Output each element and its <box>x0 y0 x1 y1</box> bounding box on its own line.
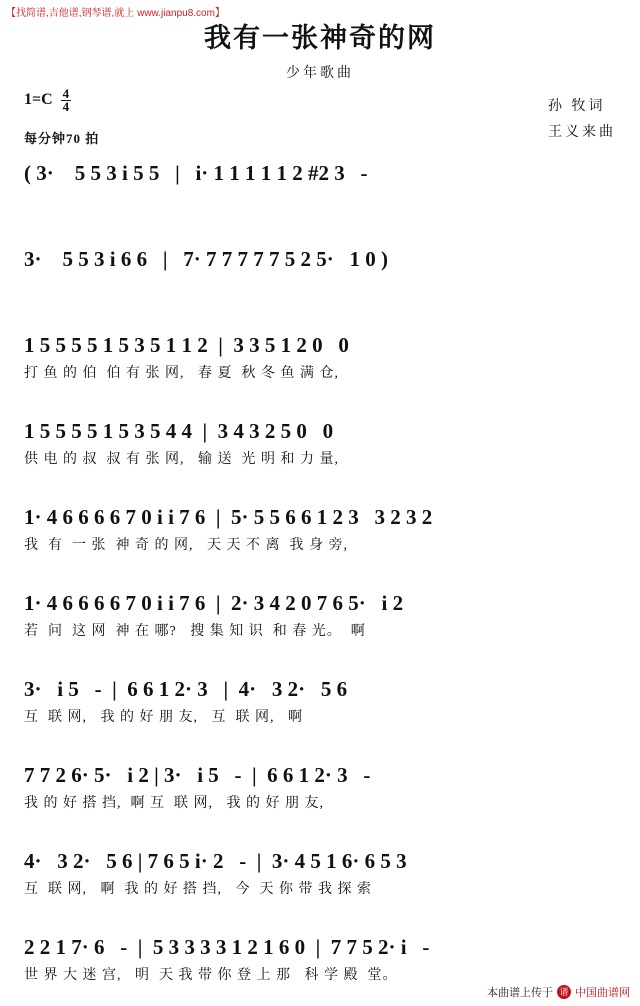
time-signature-denominator: 4 <box>62 98 70 114</box>
key-line <box>24 88 99 112</box>
credits-block <box>548 94 616 146</box>
time-signature-numerator: 4 <box>62 86 70 101</box>
lyrics-line-4: 供 电 的 叔 叔 有 张 网, 输 送 光 明 和 力 量, <box>24 452 339 467</box>
score-line-7 <box>24 662 616 748</box>
lyrics-line-6: 若 问 这 网 神 在 哪? 搜 集 知 识 和 春 光。 啊 <box>24 624 366 639</box>
notes-line-3: 1 5 5 5 5 1 5 3 5 1 1 2 | 3 3 5 1 2 0 0 <box>24 333 349 357</box>
notes-line-4: 1 5 5 5 5 1 5 3 5 4 4 | 3 4 3 2 5 0 0 <box>24 419 334 443</box>
score-line-5 <box>24 490 616 576</box>
page-subtitle: 少年歌曲 <box>286 66 354 81</box>
notes-line-1: ( 3· 5 5 3 i 5 5 | i· 1 1 1 1 1 2 #2 3 - <box>24 161 368 185</box>
lyricist-credit: 孙 牧词 <box>548 99 606 114</box>
score-body <box>0 146 640 1006</box>
lyrics-line-8: 我 的 好 搭 挡, 啊 互 联 网, 我 的 好 朋 友, <box>24 796 324 811</box>
footer-credit <box>487 984 630 1000</box>
notes-line-6: 1· 4 6 6 6 6 7 0 i i 7 6 | 2· 3 4 2 0 7 6 5· i 2 <box>24 591 404 615</box>
key-signature-block <box>24 88 99 147</box>
notes-line-2: 3· 5 5 3 i 6 6 | 7· 7 7 7 7 7 5 2 5· 1 0 ) <box>24 247 388 271</box>
lyrics-line-5: 我 有 一 张 神 奇 的 网, 天 天 不 离 我 身 旁, <box>24 538 348 553</box>
notes-line-5: 1· 4 6 6 6 6 7 0 i i 7 6 | 5· 5 5 6 6 1 2 3 3 2 3 2 <box>24 505 433 529</box>
score-line-8 <box>24 748 616 834</box>
score-line-9 <box>24 834 616 920</box>
time-signature <box>61 88 72 112</box>
score-line-1 <box>24 146 616 232</box>
lyrics-line-3: 打 鱼 的 伯 伯 有 张 网, 春 夏 秋 冬 鱼 满 仓, <box>24 366 339 381</box>
page-title: 我有一张神奇的网 <box>204 23 436 53</box>
key-label: 1=C <box>24 91 53 109</box>
score-line-2 <box>24 232 616 318</box>
tempo-marking: 每分钟70 拍 <box>24 131 100 147</box>
footer-site-name[interactable]: 中国曲谱网 <box>575 987 630 999</box>
lyrics-line-7: 互 联 网, 我 的 好 朋 友, 互 联 网, 啊 <box>24 710 303 725</box>
notes-line-10: 2 2 1 7· 6 - | 5 3 3 3 3 1 2 1 6 0 | 7 7 5 2· i - <box>24 935 430 959</box>
notes-line-8: 7 7 2 6· 5· i 2 | 3· i 5 - | 6 6 1 2· 3 - <box>24 763 371 787</box>
composer-credit: 王义来曲 <box>548 125 616 140</box>
lyrics-line-10: 世 界 大 迷 宫, 明 天 我 带 你 登 上 那 科 学 殿 堂。 <box>24 968 398 983</box>
site-watermark: 【找简谱,吉他谱,钢琴谱,就上 www.jianpu8.com】 <box>6 8 225 19</box>
notes-line-9: 4· 3 2· 5 6 | 7 6 5 i· 2 - | 3· 4 5 1 6· 6 5 3 <box>24 849 407 873</box>
score-line-6 <box>24 576 616 662</box>
footer-text: 本曲谱上传于 <box>487 987 553 999</box>
score-line-3 <box>24 318 616 404</box>
notes-line-7: 3· i 5 - | 6 6 1 2· 3 | 4· 3 2· 5 6 <box>24 677 348 701</box>
score-line-4 <box>24 404 616 490</box>
lyrics-line-9: 互 联 网, 啊 我 的 好 搭 挡, 今 天 你 带 我 探 索 <box>24 882 372 897</box>
site-logo-icon: 谱 <box>557 985 571 999</box>
